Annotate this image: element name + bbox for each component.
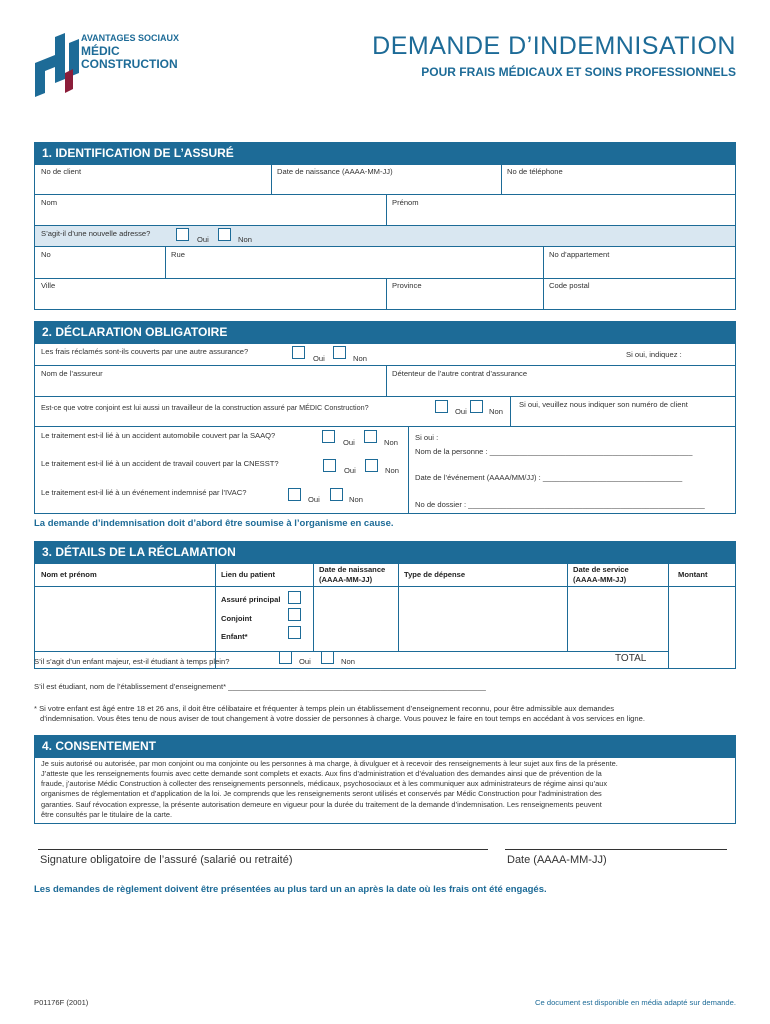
page-title: DEMANDE D’INDEMNISATION bbox=[372, 32, 736, 60]
saaq-question: Le traitement est-il lié à un accident automobile couvert par la SAAQ? bbox=[41, 431, 276, 440]
col-header-birth-2: (AAAA-MM-JJ) bbox=[319, 575, 373, 584]
logo-mark-icon bbox=[33, 33, 81, 97]
spouse-client-number-field[interactable]: Si oui, veuillez nous indiquer son numéro de client bbox=[519, 400, 688, 409]
policy-holder-field[interactable]: Détenteur de l’autre contrat d’assurance bbox=[392, 369, 528, 378]
consent-line-5: garanties. Sauf révocation expresse, la présente autorisation demeure en vigueur pour la durée du traitement de la demande d’indemnisation. Les renseignements peuvent bbox=[41, 800, 602, 809]
student-yes-checkbox[interactable] bbox=[279, 651, 292, 664]
total-label: TOTAL bbox=[615, 653, 647, 664]
deadline-text: Les demandes de règlement doivent être présentées au plus tard un an après la date où les frais ont été engagés. bbox=[34, 884, 547, 895]
side-event-date-field[interactable]: Date de l’événement (AAAA/MM/JJ) : _________________________________ bbox=[415, 473, 683, 482]
other-insurance-question: Les frais réclamés sont-ils couverts par une autre assurance? bbox=[41, 347, 249, 356]
new-address-no-label: Non bbox=[238, 235, 252, 244]
student-note-2: d’indemnisation. Vous êtes tenu de nous aviser de tout changement à votre dossier de personnes à charge. Vous pouvez le faire en tout temps en accédant à vos services en ligne. bbox=[40, 714, 645, 723]
ivac-no-label: Non bbox=[349, 495, 363, 504]
client-number-field[interactable]: No de client bbox=[41, 167, 82, 176]
province-field[interactable]: Province bbox=[392, 281, 422, 290]
link-spouse-label: Conjoint bbox=[221, 614, 252, 623]
other-insurance-note: Si oui, indiquez : bbox=[626, 350, 682, 359]
warning-text: La demande d’indemnisation doit d’abord être soumise à l’organisme en cause. bbox=[34, 518, 394, 529]
section-2-header: 2. DÉCLARATION OBLIGATOIRE bbox=[34, 321, 736, 343]
col-header-link: Lien du patient bbox=[221, 570, 275, 579]
ivac-question: Le traitement est-il lié à un événement indemnisé par l’IVAC? bbox=[41, 488, 247, 497]
first-name-field[interactable]: Prénom bbox=[392, 198, 419, 207]
spouse-yes-label: Oui bbox=[455, 407, 467, 416]
link-child-checkbox[interactable] bbox=[288, 626, 301, 639]
form-code: P01176F (2001) bbox=[34, 998, 89, 1007]
section-4-header: 4. CONSENTEMENT bbox=[34, 735, 736, 757]
other-insurance-yes-label: Oui bbox=[313, 354, 325, 363]
section-1-header: 1. IDENTIFICATION DE L’ASSURÉ bbox=[34, 142, 736, 164]
col-header-amount: Montant bbox=[678, 570, 708, 579]
street-number-field[interactable]: No bbox=[41, 250, 51, 259]
col-header-service-1: Date de service bbox=[573, 565, 629, 574]
logo-line2: MÉDIC bbox=[81, 44, 120, 58]
consent-line-4: organismes de réglementation et d’application de la loi. Je comprends que les renseignements seront utilisés et conservés par Médic Construction pour l’administration des bbox=[41, 789, 602, 798]
student-question: S’il s’agit d’un enfant majeur, est-il étudiant à temps plein? bbox=[34, 657, 230, 666]
page-subtitle: POUR FRAIS MÉDICAUX ET SOINS PROFESSIONNELS bbox=[421, 65, 736, 79]
spouse-no-label: Non bbox=[489, 407, 503, 416]
ivac-yes-label: Oui bbox=[308, 495, 320, 504]
logo bbox=[33, 33, 203, 97]
signature-label: Signature obligatoire de l’assuré (salarié ou retraité) bbox=[40, 854, 293, 866]
student-no-checkbox[interactable] bbox=[321, 651, 334, 664]
spouse-no-checkbox[interactable] bbox=[470, 400, 483, 413]
cnesst-no-checkbox[interactable] bbox=[365, 459, 378, 472]
street-field[interactable]: Rue bbox=[171, 250, 185, 259]
other-insurance-no-label: Non bbox=[353, 354, 367, 363]
consent-line-2: J’atteste que les renseignements fournis avec cette demande sont complets et exacts. Aux fins d’administration et d’évaluation des demandes ainsi que de prévention de la bbox=[41, 769, 602, 778]
col-header-name: Nom et prénom bbox=[41, 570, 97, 579]
student-note-1: * Si votre enfant est âgé entre 18 et 26 ans, il doit être célibataire et fréquenter à temps plein un établissement d’enseignement reconnu, pour être admissible aux demandes bbox=[34, 704, 615, 713]
new-address-yes-checkbox[interactable] bbox=[176, 228, 189, 241]
logo-line3: CONSTRUCTION bbox=[81, 57, 178, 71]
insurer-name-field[interactable]: Nom de l’assureur bbox=[41, 369, 103, 378]
saaq-no-label: Non bbox=[384, 438, 398, 447]
student-yes-label: Oui bbox=[299, 657, 311, 666]
col-header-birth-1: Date de naissance bbox=[319, 565, 386, 574]
side-file-number-field[interactable]: No de dossier : ________________________________________________________ bbox=[415, 500, 705, 509]
cnesst-question: Le traitement est-il lié à un accident de travail couvert par la CNESST? bbox=[41, 459, 279, 468]
other-insurance-yes-checkbox[interactable] bbox=[292, 346, 305, 359]
consent-line-3: fraude, j’autorise Médic Construction à collecter des renseignements personnels, médicaux, psychosociaux et à les communiquer aux administrateurs de régime ainsi qu’aux bbox=[41, 779, 608, 788]
footer-note: Ce document est disponible en média adapté sur demande. bbox=[535, 998, 736, 1007]
consent-line-6: être consultés par le titulaire de la carte. bbox=[41, 810, 173, 819]
date-line[interactable] bbox=[505, 849, 727, 850]
col-header-service-2: (AAAA-MM-JJ) bbox=[573, 575, 627, 584]
link-spouse-checkbox[interactable] bbox=[288, 608, 301, 621]
cnesst-no-label: Non bbox=[385, 466, 399, 475]
date-label: Date (AAAA-MM-JJ) bbox=[507, 854, 607, 866]
new-address-question: S’agit-il d’une nouvelle adresse? bbox=[41, 229, 151, 238]
student-no-label: Non bbox=[341, 657, 355, 666]
spouse-question: Est-ce que votre conjoint est lui aussi un travailleur de la construction assuré par MÉDIC Construction? bbox=[41, 403, 369, 412]
apartment-field[interactable]: No d’appartement bbox=[549, 250, 610, 259]
new-address-yes-label: Oui bbox=[197, 235, 209, 244]
ivac-yes-checkbox[interactable] bbox=[288, 488, 301, 501]
saaq-yes-checkbox[interactable] bbox=[322, 430, 335, 443]
birth-date-field[interactable]: Date de naissance (AAAA-MM-JJ) bbox=[277, 167, 393, 176]
ivac-no-checkbox[interactable] bbox=[330, 488, 343, 501]
phone-field[interactable]: No de téléphone bbox=[507, 167, 563, 176]
link-primary-label: Assuré principal bbox=[221, 595, 281, 604]
logo-line1: AVANTAGES SOCIAUX bbox=[81, 33, 180, 43]
school-name-field[interactable]: S’il est étudiant, nom de l’établissement d’enseignement* _____________________________________________________________ bbox=[34, 682, 486, 691]
signature-line[interactable] bbox=[38, 849, 488, 850]
link-child-label: Enfant* bbox=[221, 632, 248, 641]
side-person-name-field[interactable]: Nom de la personne : ________________________________________________ bbox=[415, 447, 693, 456]
section-3-header: 3. DÉTAILS DE LA RÉCLAMATION bbox=[34, 541, 736, 563]
spouse-yes-checkbox[interactable] bbox=[435, 400, 448, 413]
side-if-yes: Si oui : bbox=[415, 433, 439, 442]
link-primary-checkbox[interactable] bbox=[288, 591, 301, 604]
new-address-no-checkbox[interactable] bbox=[218, 228, 231, 241]
consent-line-1: Je suis autorisé ou autorisée, par mon conjoint ou ma conjointe ou les personnes à ma charge, à divulguer et à recevoir des renseignements à leur sujet aux fins de la présente. bbox=[41, 759, 618, 768]
saaq-no-checkbox[interactable] bbox=[364, 430, 377, 443]
cnesst-yes-label: Oui bbox=[344, 466, 356, 475]
saaq-yes-label: Oui bbox=[343, 438, 355, 447]
other-insurance-no-checkbox[interactable] bbox=[333, 346, 346, 359]
last-name-field[interactable]: Nom bbox=[41, 198, 58, 207]
city-field[interactable]: Ville bbox=[41, 281, 56, 290]
postal-code-field[interactable]: Code postal bbox=[549, 281, 590, 290]
col-header-type: Type de dépense bbox=[404, 570, 466, 579]
cnesst-yes-checkbox[interactable] bbox=[323, 459, 336, 472]
